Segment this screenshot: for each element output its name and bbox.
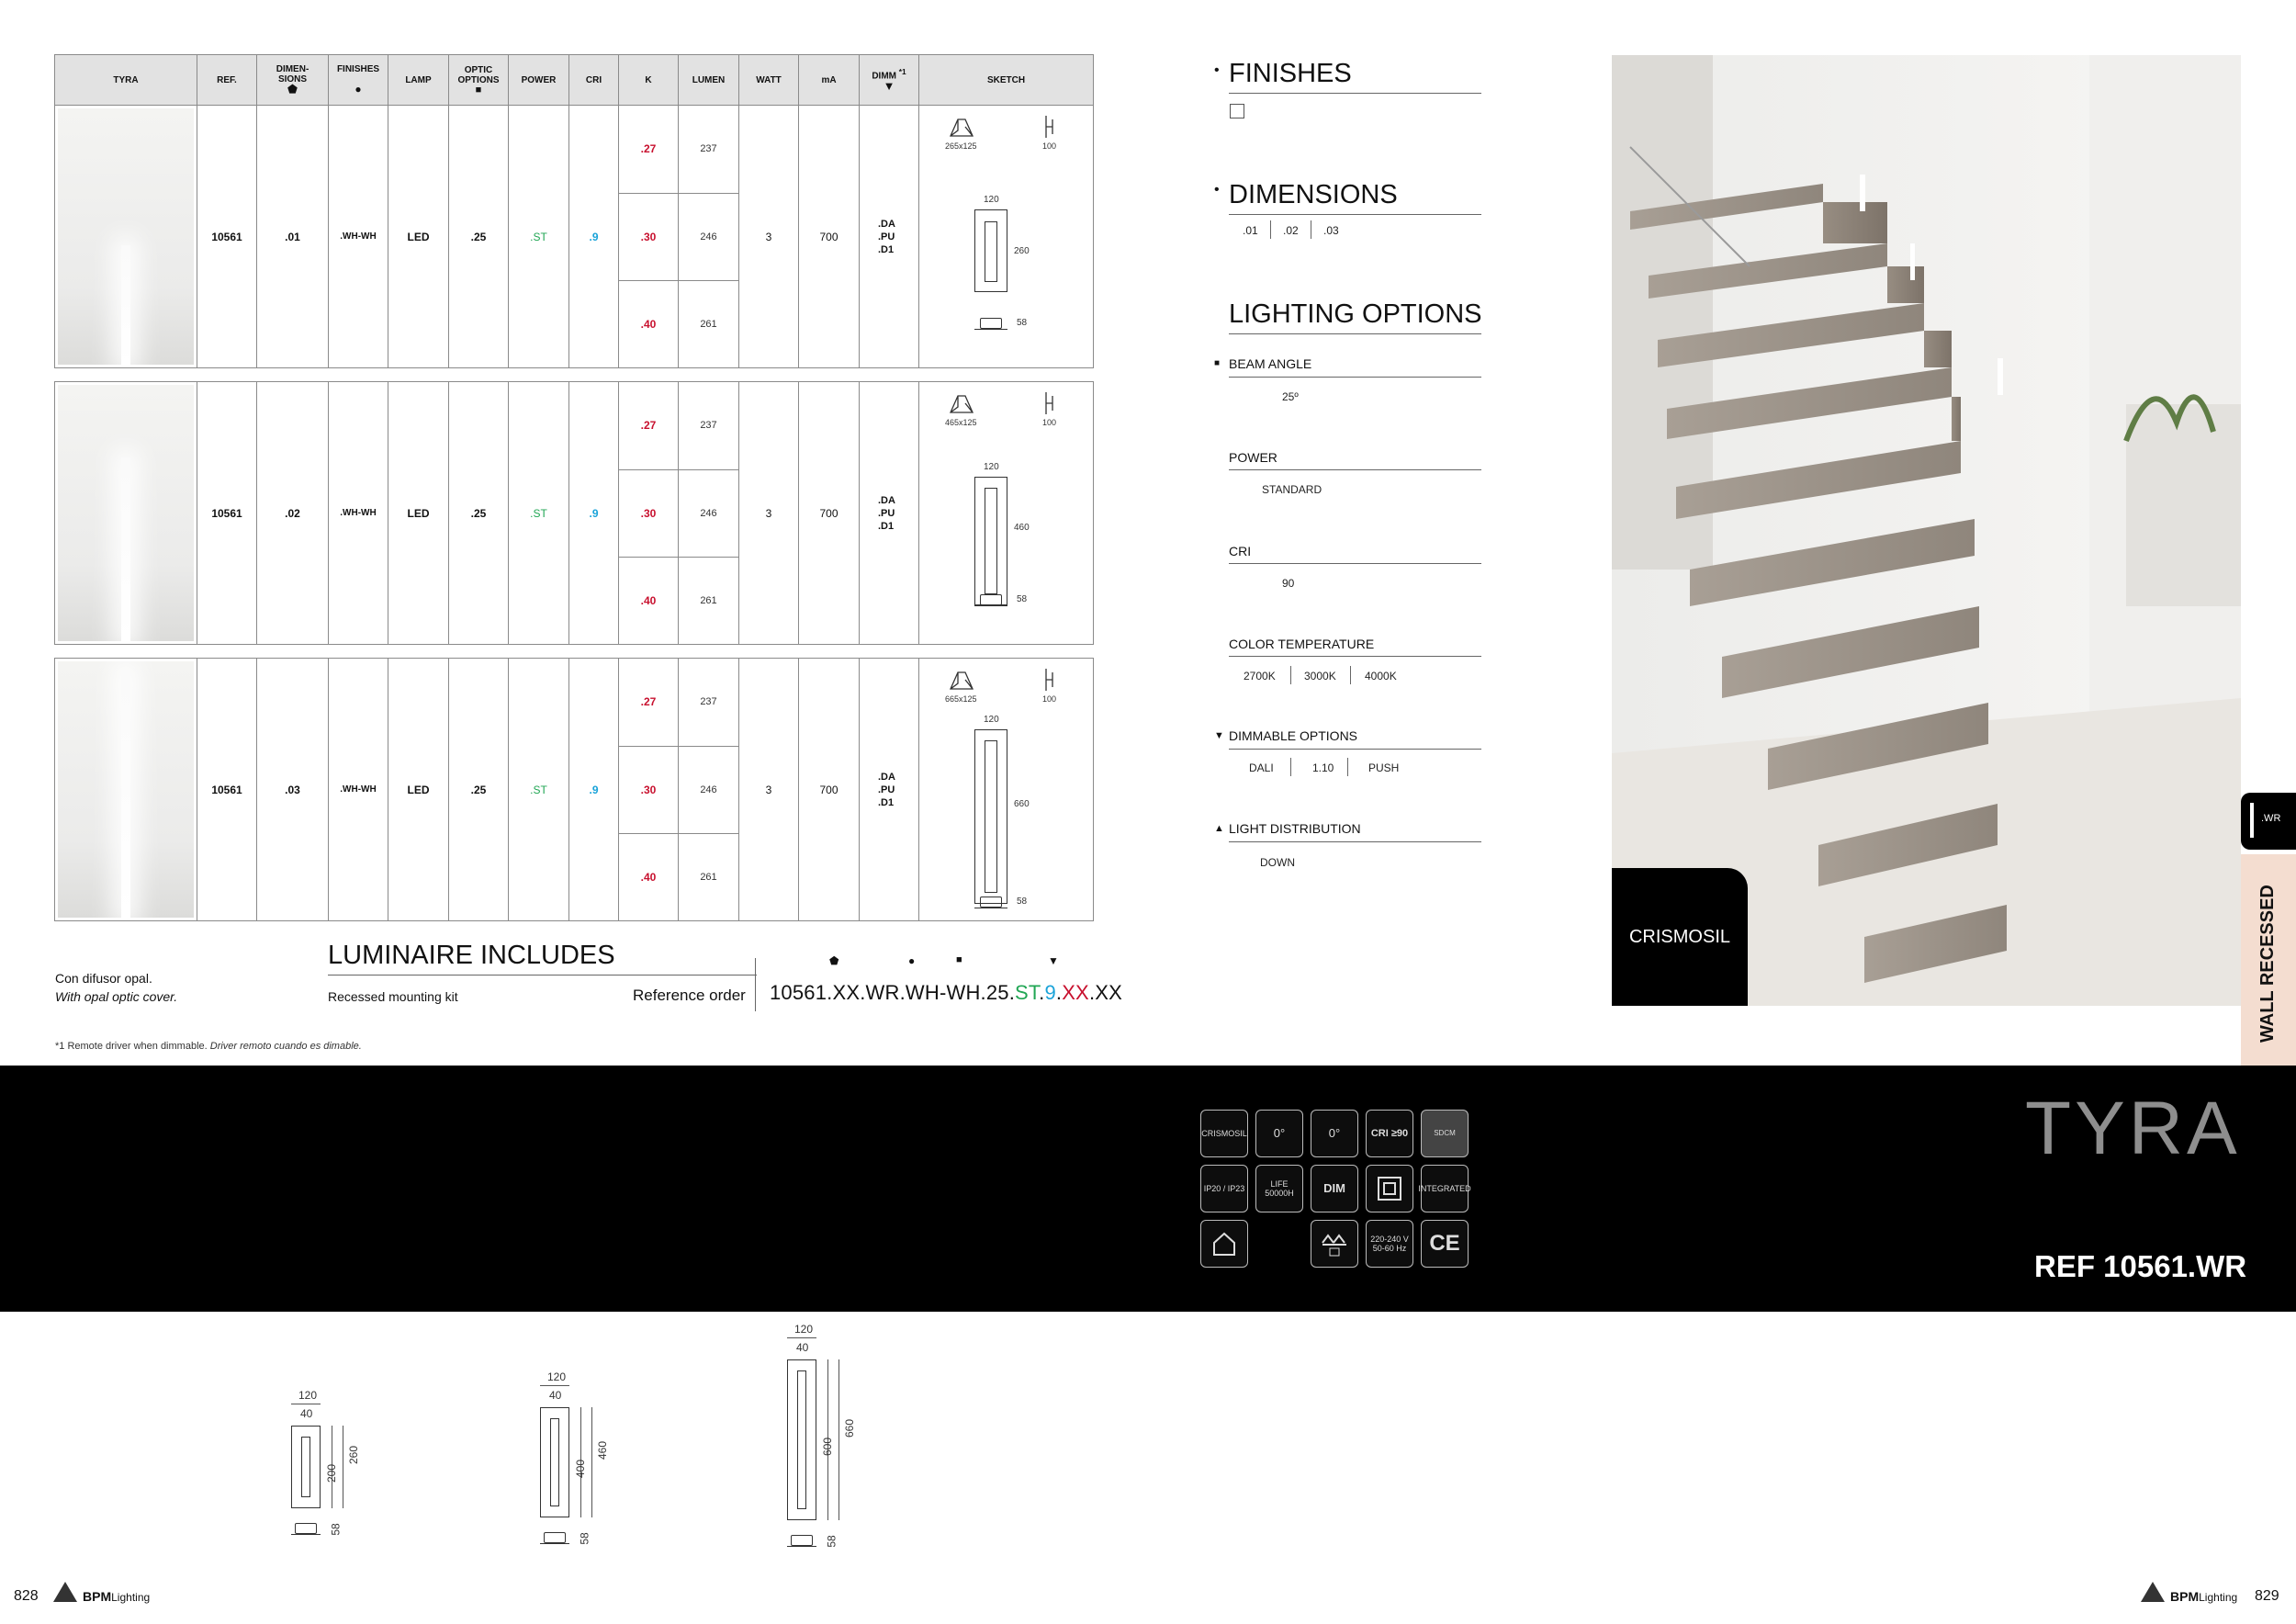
power-cell: .ST [509, 382, 569, 645]
col-lumen: LUMEN [679, 55, 739, 106]
ma-cell: 700 [799, 106, 860, 368]
indoor-icon [1200, 1220, 1248, 1268]
brand-logo-right [2141, 1582, 2165, 1602]
dim-03[interactable]: .03 [1323, 224, 1339, 237]
k-cell: .30 [619, 469, 679, 558]
spec-row-group [54, 381, 1094, 645]
includes-item: Recessed mounting kit [328, 989, 458, 1004]
col-ma: mA [799, 55, 860, 106]
ref-cell: 10561 [197, 659, 257, 921]
ce-icon: CE [1421, 1220, 1469, 1268]
dim-dali[interactable]: DALI [1249, 761, 1274, 774]
col-tyra: TYRA [55, 55, 197, 106]
k-cell: .27 [619, 382, 679, 470]
top-view-icon [947, 390, 976, 416]
cri-cell: .9 [569, 382, 619, 645]
lamp-cell: LED [388, 382, 449, 645]
cri-label: CRI [1229, 544, 1252, 558]
lumen-cell: 246 [679, 469, 739, 558]
lumen-cell: 246 [679, 746, 739, 834]
ma-cell: 700 [799, 659, 860, 921]
top-view-icon [947, 667, 976, 693]
finish-cell: .WH-WH [329, 106, 388, 368]
integrated-icon: INTEGRATED [1421, 1165, 1469, 1212]
product-name: TYRA [2025, 1087, 2241, 1170]
sketch-cell: 665x125 100 120 660 58 [919, 659, 1094, 921]
product-band [0, 1066, 2296, 1312]
product-thumbnail [55, 106, 197, 368]
ref-mark-dimensions: ⬟ [829, 954, 839, 967]
reference-code-part: . [1055, 981, 1063, 1004]
col-watt: WATT [739, 55, 799, 106]
spec-row-group [54, 105, 1094, 368]
dimm-cell: .DA .PU .D1 [860, 382, 919, 645]
k-cell: .27 [619, 106, 679, 194]
col-power: POWER [509, 55, 569, 106]
col-sketch: SKETCH [919, 55, 1094, 106]
col-finishes: FINISHES ● [329, 55, 388, 106]
note-en: With opal optic cover. [55, 989, 178, 1004]
sdcm-icon: SDCM [1421, 1110, 1469, 1157]
side-view-icon [1043, 667, 1054, 693]
dimensions-title: DIMENSIONS [1229, 180, 1398, 209]
rotate-icon: 0° [1311, 1110, 1358, 1157]
reference-code-part: .XX [1088, 981, 1122, 1004]
cri-cell: .9 [569, 659, 619, 921]
optic-cell: .25 [449, 659, 509, 921]
lamp-cell: LED [388, 659, 449, 921]
product-thumbnail [55, 382, 197, 645]
finish-cell: .WH-WH [329, 659, 388, 921]
lumen-cell: 237 [679, 106, 739, 194]
ref-cell: 10561 [197, 106, 257, 368]
footnote: *1 Remote driver when dimmable. Driver remoto cuando es dimable. [55, 1041, 362, 1052]
dimmable-label: DIMMABLE OPTIONS [1229, 728, 1358, 743]
reference-code-part: XX [1062, 981, 1089, 1004]
dim-push[interactable]: PUSH [1368, 761, 1400, 774]
spec-table-header-1 [54, 54, 1094, 106]
reference-code-part: . [1039, 981, 1045, 1004]
side-tab-code[interactable]: .WR [2241, 793, 2296, 850]
col-optic: OPTIC OPTIONS ■ [449, 55, 509, 106]
lumen-cell: 237 [679, 659, 739, 747]
distribution-value: DOWN [1260, 856, 1295, 869]
includes-title: LUMINAIRE INCLUDES [328, 941, 615, 970]
reference-code-part: 9 [1044, 981, 1056, 1004]
power-label: POWER [1229, 450, 1277, 465]
top-view-icon [947, 114, 976, 140]
ref-mark-dimm: ▼ [1048, 954, 1059, 967]
lighting-options-title: LIGHTING OPTIONS [1229, 299, 1482, 329]
reference-code-part: ST [1015, 981, 1040, 1004]
side-tab-category[interactable]: WALL RECESSED [2241, 854, 2296, 1066]
k-cell: .40 [619, 558, 679, 645]
reference-code [770, 981, 1122, 1005]
ip-icon: IP20 / IP23 [1200, 1165, 1248, 1212]
lumen-cell: 261 [679, 834, 739, 921]
beam-angle-label: BEAM ANGLE [1229, 356, 1312, 371]
col-ref: REF. [197, 55, 257, 106]
dim-01[interactable]: .01 [1243, 224, 1258, 237]
spec-row-group [54, 658, 1094, 921]
ma-cell: 700 [799, 382, 860, 645]
product-ref: REF 10561.WR [2034, 1249, 2247, 1283]
finish-cell: .WH-WH [329, 382, 388, 645]
power-cell: .ST [509, 106, 569, 368]
distribution-label: LIGHT DISTRIBUTION [1229, 821, 1361, 836]
dimension-cell: .03 [257, 659, 329, 921]
col-dimensions: DIMEN- SIONS ⬟ [257, 55, 329, 106]
ct-3000[interactable]: 3000K [1304, 670, 1336, 682]
life-icon: LIFE 50000H [1255, 1165, 1303, 1212]
ct-4000[interactable]: 4000K [1365, 670, 1397, 682]
power-value: STANDARD [1262, 483, 1322, 496]
dimension-cell: .02 [257, 382, 329, 645]
watt-cell: 3 [739, 106, 799, 368]
dim-02[interactable]: .02 [1283, 224, 1299, 237]
dimm-cell: .DA .PU .D1 [860, 659, 919, 921]
color-temp-label: COLOR TEMPERATURE [1229, 637, 1375, 651]
brand-right: BPMLighting [2170, 1589, 2238, 1604]
optic-cell: .25 [449, 106, 509, 368]
brand-logo-left [53, 1582, 77, 1602]
side-view-icon [1043, 114, 1054, 140]
photo-label: CRISMOSIL [1628, 926, 1731, 947]
k-cell: .27 [619, 659, 679, 747]
dim-110[interactable]: 1.10 [1312, 761, 1334, 774]
k-cell: .40 [619, 281, 679, 368]
side-view-icon [1043, 390, 1054, 416]
tilt-icon: 0° [1255, 1110, 1303, 1157]
watt-cell: 3 [739, 659, 799, 921]
k-cell: .30 [619, 746, 679, 834]
sketch-cell: 465x125 100 120 460 58 [919, 382, 1094, 645]
watt-cell: 3 [739, 382, 799, 645]
col-lamp: LAMP [388, 55, 449, 106]
col-k: K [619, 55, 679, 106]
k-cell: .30 [619, 193, 679, 281]
beam-angle-value: 25º [1282, 390, 1299, 403]
class-icon [1366, 1165, 1413, 1212]
sketch-cell: 265x125 100 120 260 58 [919, 106, 1094, 368]
ref-mark-finishes: ● [908, 954, 916, 967]
finish-white-swatch[interactable] [1230, 104, 1244, 118]
cri-icon: CRI ≥90 [1366, 1110, 1413, 1157]
brand-left: BPMLighting [83, 1589, 151, 1604]
reference-label: Reference order [633, 987, 746, 1004]
product-thumbnail [55, 659, 197, 921]
page-number-left: 828 [14, 1588, 39, 1604]
power-cell: .ST [509, 659, 569, 921]
cri-value: 90 [1282, 577, 1295, 590]
ref-cell: 10561 [197, 382, 257, 645]
lumen-cell: 261 [679, 558, 739, 645]
note-es: Con difusor opal. [55, 971, 152, 986]
page-number-right: 829 [2255, 1588, 2279, 1604]
dimension-cell: .01 [257, 106, 329, 368]
installation-icon [1311, 1220, 1358, 1268]
col-cri: CRI [569, 55, 619, 106]
voltage-icon: 220-240 V 50-60 Hz [1366, 1220, 1413, 1268]
ct-2700[interactable]: 2700K [1244, 670, 1276, 682]
optic-cell: .25 [449, 382, 509, 645]
lamp-cell: LED [388, 106, 449, 368]
stairs-photo [1612, 55, 2241, 1006]
col-dimm: DIMM $^{*1}$ ▼ [860, 55, 919, 106]
finishes-title: FINISHES [1229, 59, 1352, 88]
lumen-cell: 237 [679, 382, 739, 470]
dimm-cell: .DA .PU .D1 [860, 106, 919, 368]
reference-code-part: 10561.XX.WR.WH-WH.25. [770, 981, 1016, 1004]
ref-mark-optic: ■ [956, 954, 962, 965]
k-cell: .40 [619, 834, 679, 921]
cri-cell: .9 [569, 106, 619, 368]
lumen-cell: 261 [679, 281, 739, 368]
dim-icon: DIM [1311, 1165, 1358, 1212]
lumen-cell: 246 [679, 193, 739, 281]
crismosil-icon: CRISMOSIL [1200, 1110, 1248, 1157]
